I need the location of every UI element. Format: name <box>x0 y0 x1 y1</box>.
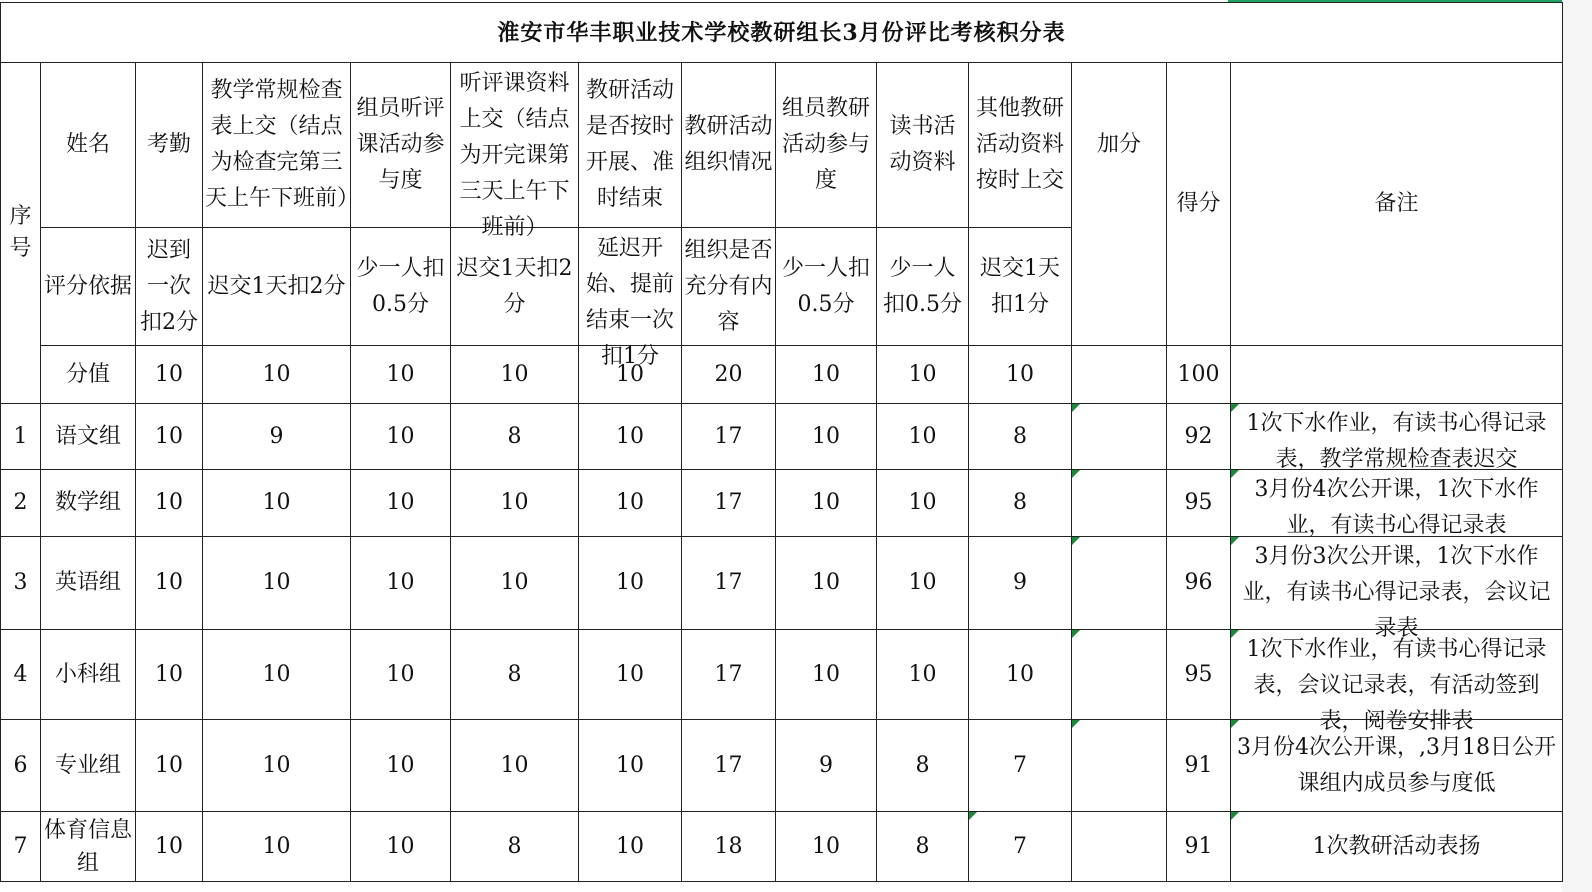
row-remark-text: 3月份4次公开课，1次下水作业，有读书心得记录表 <box>1254 476 1539 538</box>
basis-listen-material-text: 迟交1天扣2分 <box>456 255 573 317</box>
row-remark-text: 3月份4次公开课，,3月18日公开课组内成员参与度低 <box>1237 734 1556 796</box>
row-score[interactable]: 96 <box>1167 537 1231 630</box>
sheet-title[interactable]: 淮安市华丰职业技术学校教研组长3月份评比考核积分表 <box>1 3 1563 63</box>
row-reading[interactable]: 10 <box>877 630 969 720</box>
basis-participation[interactable] <box>776 228 877 346</box>
row-listen[interactable]: 10 <box>351 720 451 812</box>
row-bonus[interactable] <box>1072 537 1167 630</box>
row-bonus[interactable] <box>1072 720 1167 812</box>
row-other[interactable]: 8 <box>969 470 1072 537</box>
basis-listen[interactable] <box>351 228 451 346</box>
row-organize[interactable]: 17 <box>682 630 776 720</box>
header-seq[interactable]: 序号 <box>1 63 41 404</box>
header-participation-text: 组员教研活动参与度 <box>781 96 870 193</box>
table-row <box>1 404 1563 470</box>
row-on-time[interactable]: 10 <box>579 812 682 882</box>
row-routine[interactable]: 10 <box>203 720 351 812</box>
row-on-time[interactable]: 10 <box>579 630 682 720</box>
row-name[interactable]: 英语组 <box>41 537 136 630</box>
row-participation[interactable]: 10 <box>776 812 877 882</box>
row-name[interactable]: 数学组 <box>41 470 136 537</box>
row-other[interactable]: 10 <box>969 630 1072 720</box>
row-routine[interactable]: 10 <box>203 470 351 537</box>
row-routine[interactable]: 10 <box>203 812 351 882</box>
row-listen[interactable]: 10 <box>351 537 451 630</box>
basis-attendance[interactable] <box>136 228 203 346</box>
sheet-right-margin <box>1562 0 1592 892</box>
row-bonus[interactable] <box>1072 812 1167 882</box>
row-score[interactable]: 91 <box>1167 720 1231 812</box>
row-routine[interactable]: 9 <box>203 404 351 470</box>
row-organize[interactable]: 17 <box>682 404 776 470</box>
row-organize[interactable]: 17 <box>682 720 776 812</box>
header-reading-text: 读书活动资料 <box>889 114 956 175</box>
row-listen-material[interactable]: 10 <box>451 720 579 812</box>
points-label[interactable]: 分值 <box>41 346 136 404</box>
basis-reading-text: 少一人扣0.5分 <box>883 255 962 317</box>
header-routine[interactable] <box>203 63 360 228</box>
row-attendance[interactable]: 10 <box>136 812 203 882</box>
points-total[interactable]: 100 <box>1167 346 1231 404</box>
basis-attendance-text: 迟到一次扣2分 <box>140 237 198 335</box>
header-on-time-text: 教研活动是否按时开展、准时结束 <box>585 78 674 211</box>
row-other[interactable]: 8 <box>969 404 1072 470</box>
row-score[interactable]: 91 <box>1167 812 1231 882</box>
row-other[interactable]: 7 <box>969 720 1072 812</box>
row-other[interactable]: 9 <box>969 537 1072 630</box>
header-organize[interactable] <box>682 63 776 228</box>
points-listen-material[interactable]: 10 <box>451 346 579 404</box>
row-participation[interactable]: 10 <box>776 404 877 470</box>
basis-organize[interactable] <box>682 228 776 346</box>
row-listen[interactable]: 10 <box>351 470 451 537</box>
points-listen[interactable]: 10 <box>351 346 451 404</box>
row-reading[interactable]: 8 <box>877 812 969 882</box>
basis-routine-text: 迟交1天扣2分 <box>207 273 346 299</box>
row-seq[interactable]: 1 <box>1 404 41 470</box>
row-attendance[interactable]: 10 <box>136 630 203 720</box>
row-seq[interactable]: 7 <box>1 812 41 882</box>
row-remark[interactable] <box>1231 812 1563 882</box>
row-listen-material[interactable]: 8 <box>451 812 579 882</box>
header-participation[interactable] <box>776 63 877 228</box>
row-listen-material[interactable]: 10 <box>451 537 579 630</box>
table-row <box>1 537 1563 630</box>
row-remark-text: 1次下水作业，有读书心得记录表，教学常规检查表迟交 <box>1246 410 1547 472</box>
row-name-text: 体育信息组 <box>43 817 132 876</box>
row-on-time[interactable]: 10 <box>579 537 682 630</box>
row-participation[interactable]: 10 <box>776 537 877 630</box>
basis-listen-text: 少一人扣0.5分 <box>356 255 445 317</box>
row-participation[interactable]: 10 <box>776 630 877 720</box>
row-attendance[interactable]: 10 <box>136 404 203 470</box>
header-remark[interactable]: 备注 <box>1231 63 1563 346</box>
row-name[interactable] <box>41 812 136 882</box>
row-organize[interactable]: 18 <box>682 812 776 882</box>
row-on-time[interactable]: 10 <box>579 404 682 470</box>
points-on-time[interactable]: 10 <box>579 346 682 404</box>
row-remark[interactable] <box>1231 630 1563 734</box>
row-bonus[interactable] <box>1072 470 1167 537</box>
table-row <box>1 630 1563 720</box>
row-name[interactable]: 小科组 <box>41 630 136 720</box>
header-bonus[interactable]: 加分 <box>1072 63 1167 228</box>
row-attendance[interactable]: 10 <box>136 720 203 812</box>
row-remark[interactable] <box>1231 404 1563 470</box>
header-on-time[interactable] <box>579 63 682 228</box>
row-name[interactable]: 专业组 <box>41 720 136 812</box>
row-score[interactable]: 92 <box>1167 404 1231 470</box>
header-other-text: 其他教研活动资料按时上交 <box>975 96 1064 193</box>
row-remark-text: 1次下水作业，有读书心得记录表，会议记录表，有活动签到表，阅卷安排表 <box>1246 636 1547 734</box>
row-participation[interactable]: 9 <box>776 720 877 812</box>
header-listen-material-text: 听评课资料上交（结点为开完课第三天上午下班前） <box>459 71 570 240</box>
row-reading[interactable]: 10 <box>877 470 969 537</box>
row-attendance[interactable]: 10 <box>136 470 203 537</box>
row-score[interactable]: 95 <box>1167 470 1231 537</box>
basis-label-text: 评分依据 <box>43 273 132 299</box>
row-participation[interactable]: 10 <box>776 470 877 537</box>
header-listen-text: 组员听评课活动参与度 <box>356 96 445 193</box>
header-other[interactable] <box>969 63 1072 228</box>
score-sheet-table <box>0 2 1563 882</box>
header-listen-material[interactable] <box>451 63 579 240</box>
basis-participation-text: 少一人扣0.5分 <box>781 255 870 317</box>
basis-bonus-empty[interactable] <box>1072 228 1167 346</box>
basis-other[interactable] <box>969 228 1072 346</box>
row-on-time[interactable]: 10 <box>579 720 682 812</box>
row-seq[interactable]: 6 <box>1 720 41 812</box>
row-seq[interactable]: 4 <box>1 630 41 720</box>
basis-label[interactable] <box>41 228 136 346</box>
row-other[interactable]: 7 <box>969 812 1072 882</box>
header-routine-text: 教学常规检查表上交（结点为检查完第三天上午下班前） <box>205 78 360 211</box>
row-score[interactable]: 95 <box>1167 630 1231 720</box>
title-row <box>1 3 1563 63</box>
points-attendance[interactable]: 10 <box>136 346 203 404</box>
points-row <box>1 346 1563 404</box>
header-row <box>1 63 1563 228</box>
row-attendance[interactable]: 10 <box>136 537 203 630</box>
row-listen[interactable]: 10 <box>351 630 451 720</box>
row-routine[interactable]: 10 <box>203 630 351 720</box>
points-bonus[interactable] <box>1072 346 1167 404</box>
header-attendance[interactable]: 考勤 <box>136 63 203 228</box>
header-listen[interactable] <box>351 63 451 228</box>
basis-other-text: 迟交1天扣1分 <box>980 255 1060 317</box>
points-participation[interactable]: 10 <box>776 346 877 404</box>
basis-organize-text: 组织是否充分有内容 <box>684 237 773 335</box>
table-row <box>1 470 1563 537</box>
row-remark[interactable] <box>1231 470 1563 537</box>
header-organize-text: 教研活动组织情况 <box>684 114 773 175</box>
basis-listen-material[interactable] <box>451 228 579 346</box>
row-listen-material[interactable]: 10 <box>451 470 579 537</box>
points-reading[interactable]: 10 <box>877 346 969 404</box>
row-remark[interactable] <box>1231 537 1563 641</box>
row-on-time[interactable]: 10 <box>579 470 682 537</box>
basis-reading[interactable] <box>877 228 969 346</box>
points-organize[interactable]: 20 <box>682 346 776 404</box>
basis-on-time-text: 延迟开始、提前结束一次扣1分 <box>585 235 674 369</box>
row-reading[interactable]: 8 <box>877 720 969 812</box>
basis-routine[interactable] <box>203 228 351 346</box>
row-bonus[interactable] <box>1072 404 1167 470</box>
row-reading[interactable]: 10 <box>877 404 969 470</box>
row-routine[interactable]: 10 <box>203 537 351 630</box>
table-row <box>1 720 1563 812</box>
points-other[interactable]: 10 <box>969 346 1072 404</box>
header-score[interactable]: 得分 <box>1167 63 1231 346</box>
row-remark-text: 3月份3次公开课，1次下水作业，有读书心得记录表，会议记录表 <box>1242 544 1551 641</box>
points-remark-empty[interactable] <box>1231 346 1563 404</box>
row-name[interactable]: 语文组 <box>41 404 136 470</box>
row-remark-text: 1次教研活动表扬 <box>1312 833 1481 859</box>
basis-on-time[interactable] <box>579 228 682 369</box>
row-bonus[interactable] <box>1072 630 1167 720</box>
row-listen-material[interactable]: 8 <box>451 630 579 720</box>
row-organize[interactable]: 17 <box>682 537 776 630</box>
header-name[interactable]: 姓名 <box>41 63 136 228</box>
row-listen[interactable]: 10 <box>351 404 451 470</box>
row-reading[interactable]: 10 <box>877 537 969 630</box>
row-seq[interactable]: 3 <box>1 537 41 630</box>
row-listen[interactable]: 10 <box>351 812 451 882</box>
points-routine[interactable]: 10 <box>203 346 351 404</box>
row-remark[interactable] <box>1231 720 1563 812</box>
header-reading[interactable] <box>877 63 969 228</box>
table-row <box>1 812 1563 882</box>
row-organize[interactable]: 17 <box>682 470 776 537</box>
row-seq[interactable]: 2 <box>1 470 41 537</box>
row-listen-material[interactable]: 8 <box>451 404 579 470</box>
